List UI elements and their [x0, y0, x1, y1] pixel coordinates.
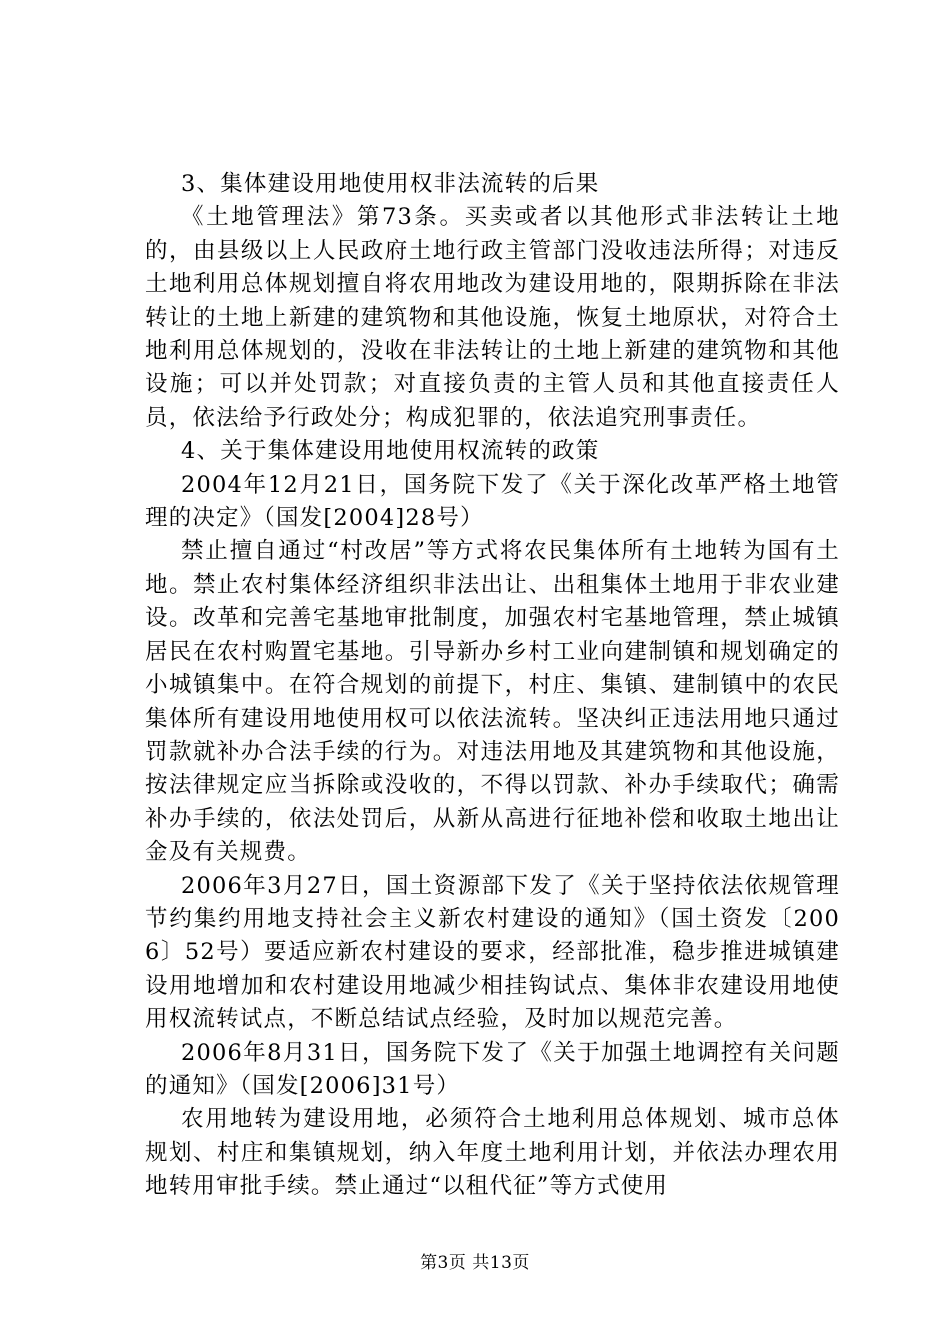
- page-number-footer: 第3页 共13页: [420, 1253, 530, 1273]
- paragraph-farmland-conversion: 农用地转为建设用地，必须符合土地利用总体规划、城市总体规划、村庄和集镇规划，纳入年度土地利用计划，并依法办理农用地转用审批手续。禁止通过“以租代征”等方式使用: [145, 1106, 840, 1200]
- document-body: [145, 168, 840, 1204]
- paragraph-2004-prohibitions: 禁止擅自通过“村改居”等方式将农民集体所有土地转为国有土地。禁止农村集体经济组织非法出让、出租集体土地用于非农业建设。改革和完善宅基地审批制度，加强农村宅基地管理，禁止城镇居民在农村购置宅基地。引导新办乡村工业向建制镇和规划确定的小城镇集中。在符合规划的前提下，村庄、集镇、建制镇中的农民集体所有建设用地使用权可以依法流转。坚决纠正违法用地只通过罚款就补办合法手续的行为。对违法用地及其建筑物和其他设施，按法律规定应当拆除或没收的，不得以罚款、补办手续取代；确需补办手续的，依法处罚后，从新从高进行征地补偿和收取土地出让金及有关规费。: [145, 538, 840, 866]
- heading-section-4: 4、关于集体建设用地使用权流转的政策: [181, 438, 600, 465]
- paragraph-land-law-article-73: 《土地管理法》第73条。买卖或者以其他形式非法转让土地的，由县级以上人民政府土地行政主管部门没收违法所得；对违反土地利用总体规划擅自将农用地改为建设用地的，限期拆除在非法转让的土地上新建的建筑物和其他设施，恢复土地原状，对符合土地利用总体规划的，没收在非法转让的土地上新建的建筑物和其他设施；可以并处罚款；对直接负责的主管人员和其他直接责任人员，依法给予行政处分；构成犯罪的，依法追究刑事责任。: [145, 204, 840, 431]
- paragraph-2006-march-notice: 2006年3月27日，国土资源部下发了《关于坚持依法依规管理节约集约用地支持社会主义新农村建设的通知》（国土资发〔2006〕52号）要适应新农村建设的要求，经部批准，稳步推进城镇建设用地增加和农村建设用地减少相挂钩试点、集体非农建设用地使用权流转试点，不断总结试点经验，及时加以规范完善。: [145, 872, 840, 1033]
- heading-section-3: 3、集体建设用地使用权非法流转的后果: [181, 171, 600, 197]
- paragraph-2006-august-notice: 2006年8月31日，国务院下发了《关于加强土地调控有关问题的通知》（国发[2006]31号）: [145, 1039, 840, 1099]
- paragraph-2004-decision: 2004年12月21日，国务院下发了《关于深化改革严格土地管理的决定》（国发[2004]28号）: [145, 471, 840, 532]
